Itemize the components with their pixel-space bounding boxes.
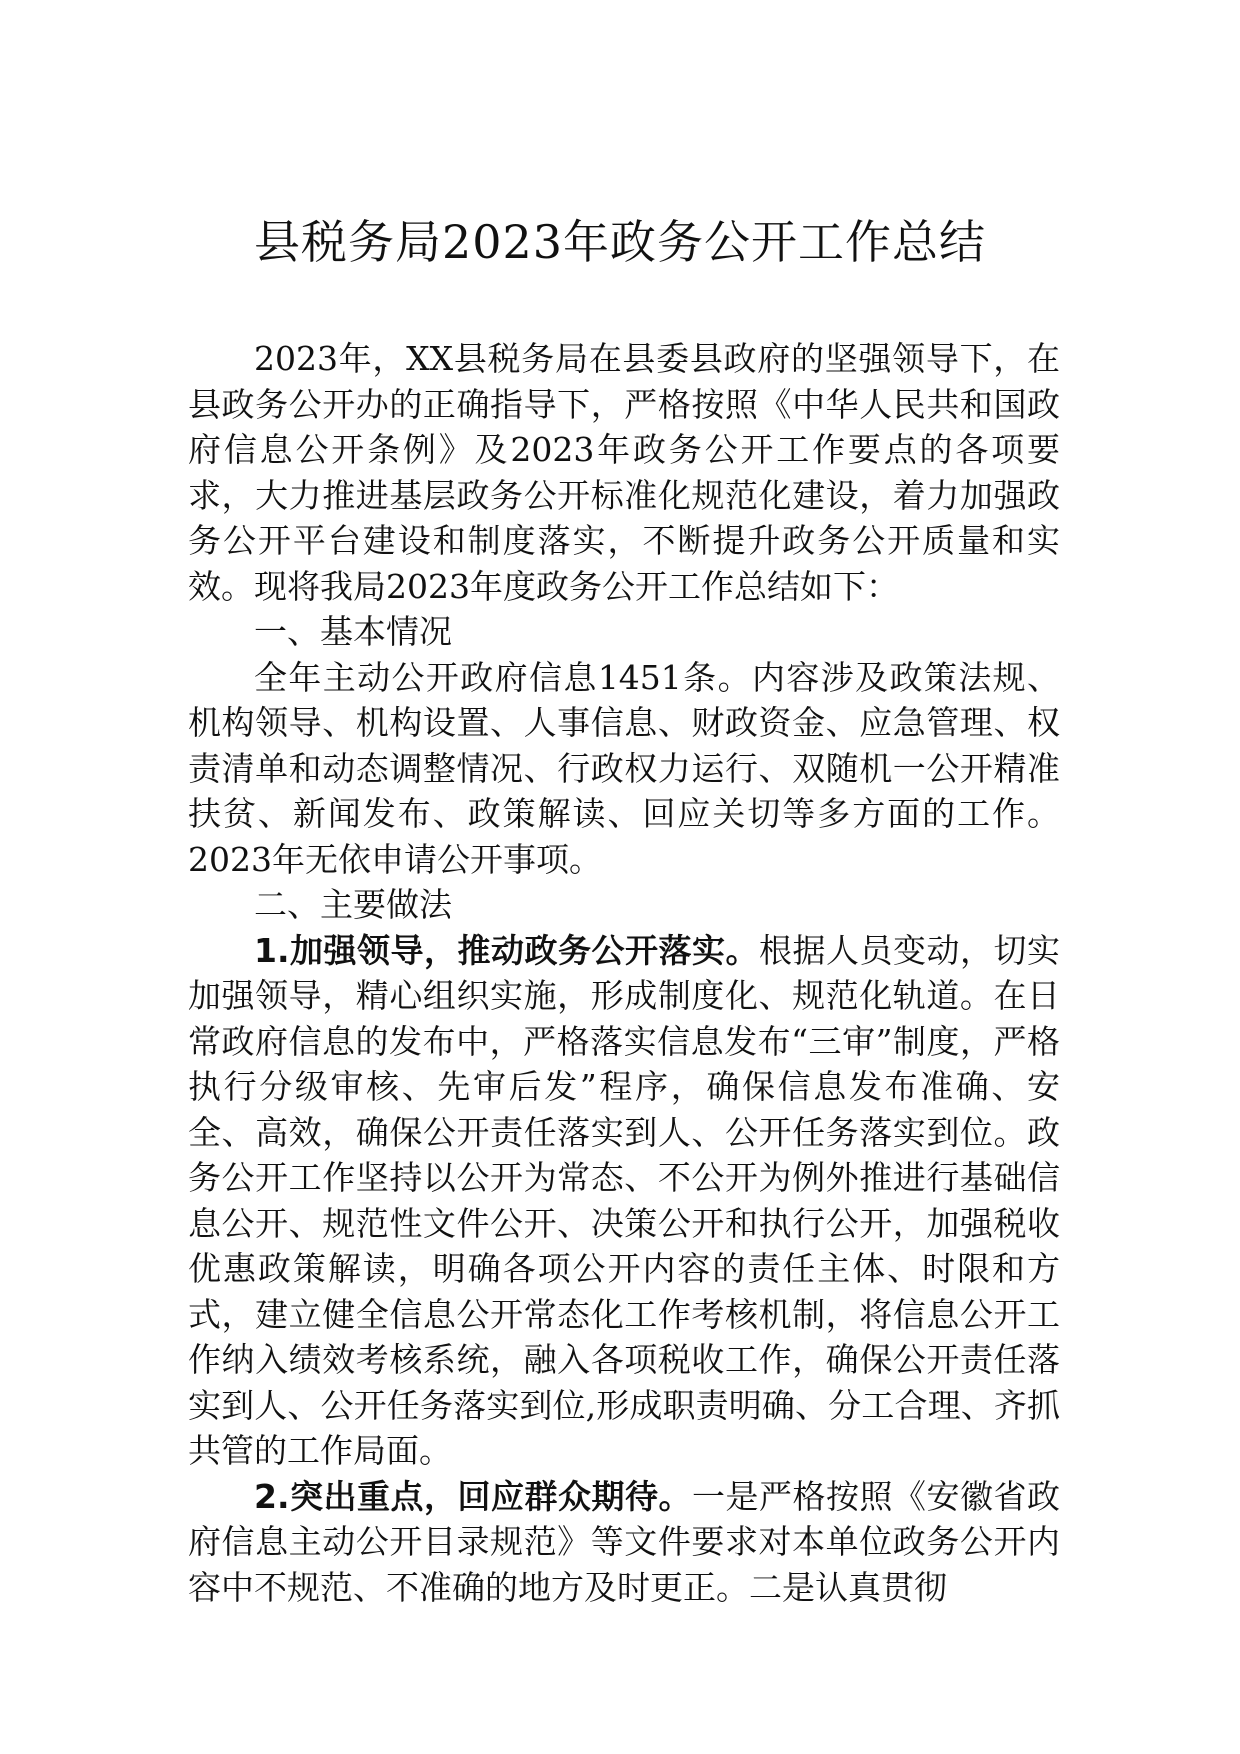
practice-item-2-text: 一是严格按照《安徽省政府信息主动公开目录规范》等文件要求对本单位政务公开内容中不规范、不准确的地方及时更正。二是认真贯彻 (188, 1476, 1060, 1607)
practice-item-2 (188, 1474, 1060, 1611)
document-title: 县税务局2023年政务公开工作总结 (253, 215, 987, 269)
practice-item-1 (188, 928, 1060, 1474)
intro-paragraph: 2023年，XX县税务局在县委县政府的坚强领导下，在县政务公开办的正确指导下，严格按照《中华人民共和国政府信息公开条例》及2023年政务公开工作要点的各项要求，大力推进基层政务公开标准化规范化建设，着力加强政务公开平台建设和制度落实，不断提升政务公开质量和实效。现将我局2023年度政务公开工作总结如下： (188, 339, 1060, 606)
practice-item-1-text: 根据人员变动，切实加强领导，精心组织实施，形成制度化、规范化轨道。在日常政府信息的发布中，严格落实信息发布“三审”制度，严格执行分级审核、先审后发”程序，确保信息发布准确、安全、高效，确保公开责任落实到人、公开任务落实到位。政务公开工作坚持以公开为常态、不公开为例外推进行基础信息公开、规范性文件公开、决策公开和执行公开，加强税收优惠政策解读，明确各项公开内容的责任主体、时限和方式，建立健全信息公开常态化工作考核机制，将信息公开工作纳入绩效考核系统，融入各项税收工作，确保公开责任落实到人、公开任务落实到位,形成职责明确、分工合理、齐抓共管的工作局面。 (188, 930, 1060, 1470)
document-body (188, 336, 1060, 1610)
section-heading-main-practices: 二、主要做法 (254, 885, 452, 924)
practice-item-1-lead: 1.加强领导，推动政务公开落实。 (254, 930, 759, 970)
practice-item-2-lead: 2.突出重点，回应群众期待。 (254, 1476, 692, 1516)
basic-situation-paragraph: 全年主动公开政府信息1451条。内容涉及政策法规、机构领导、机构设置、人事信息、财政资金、应急管理、权责清单和动态调整情况、行政权力运行、双随机一公开精准扶贫、新闻发布、政策解读、回应关切等多方面的工作。2023年无依申请公开事项。 (188, 657, 1060, 879)
section-heading-basic-situation: 一、基本情况 (254, 612, 452, 651)
